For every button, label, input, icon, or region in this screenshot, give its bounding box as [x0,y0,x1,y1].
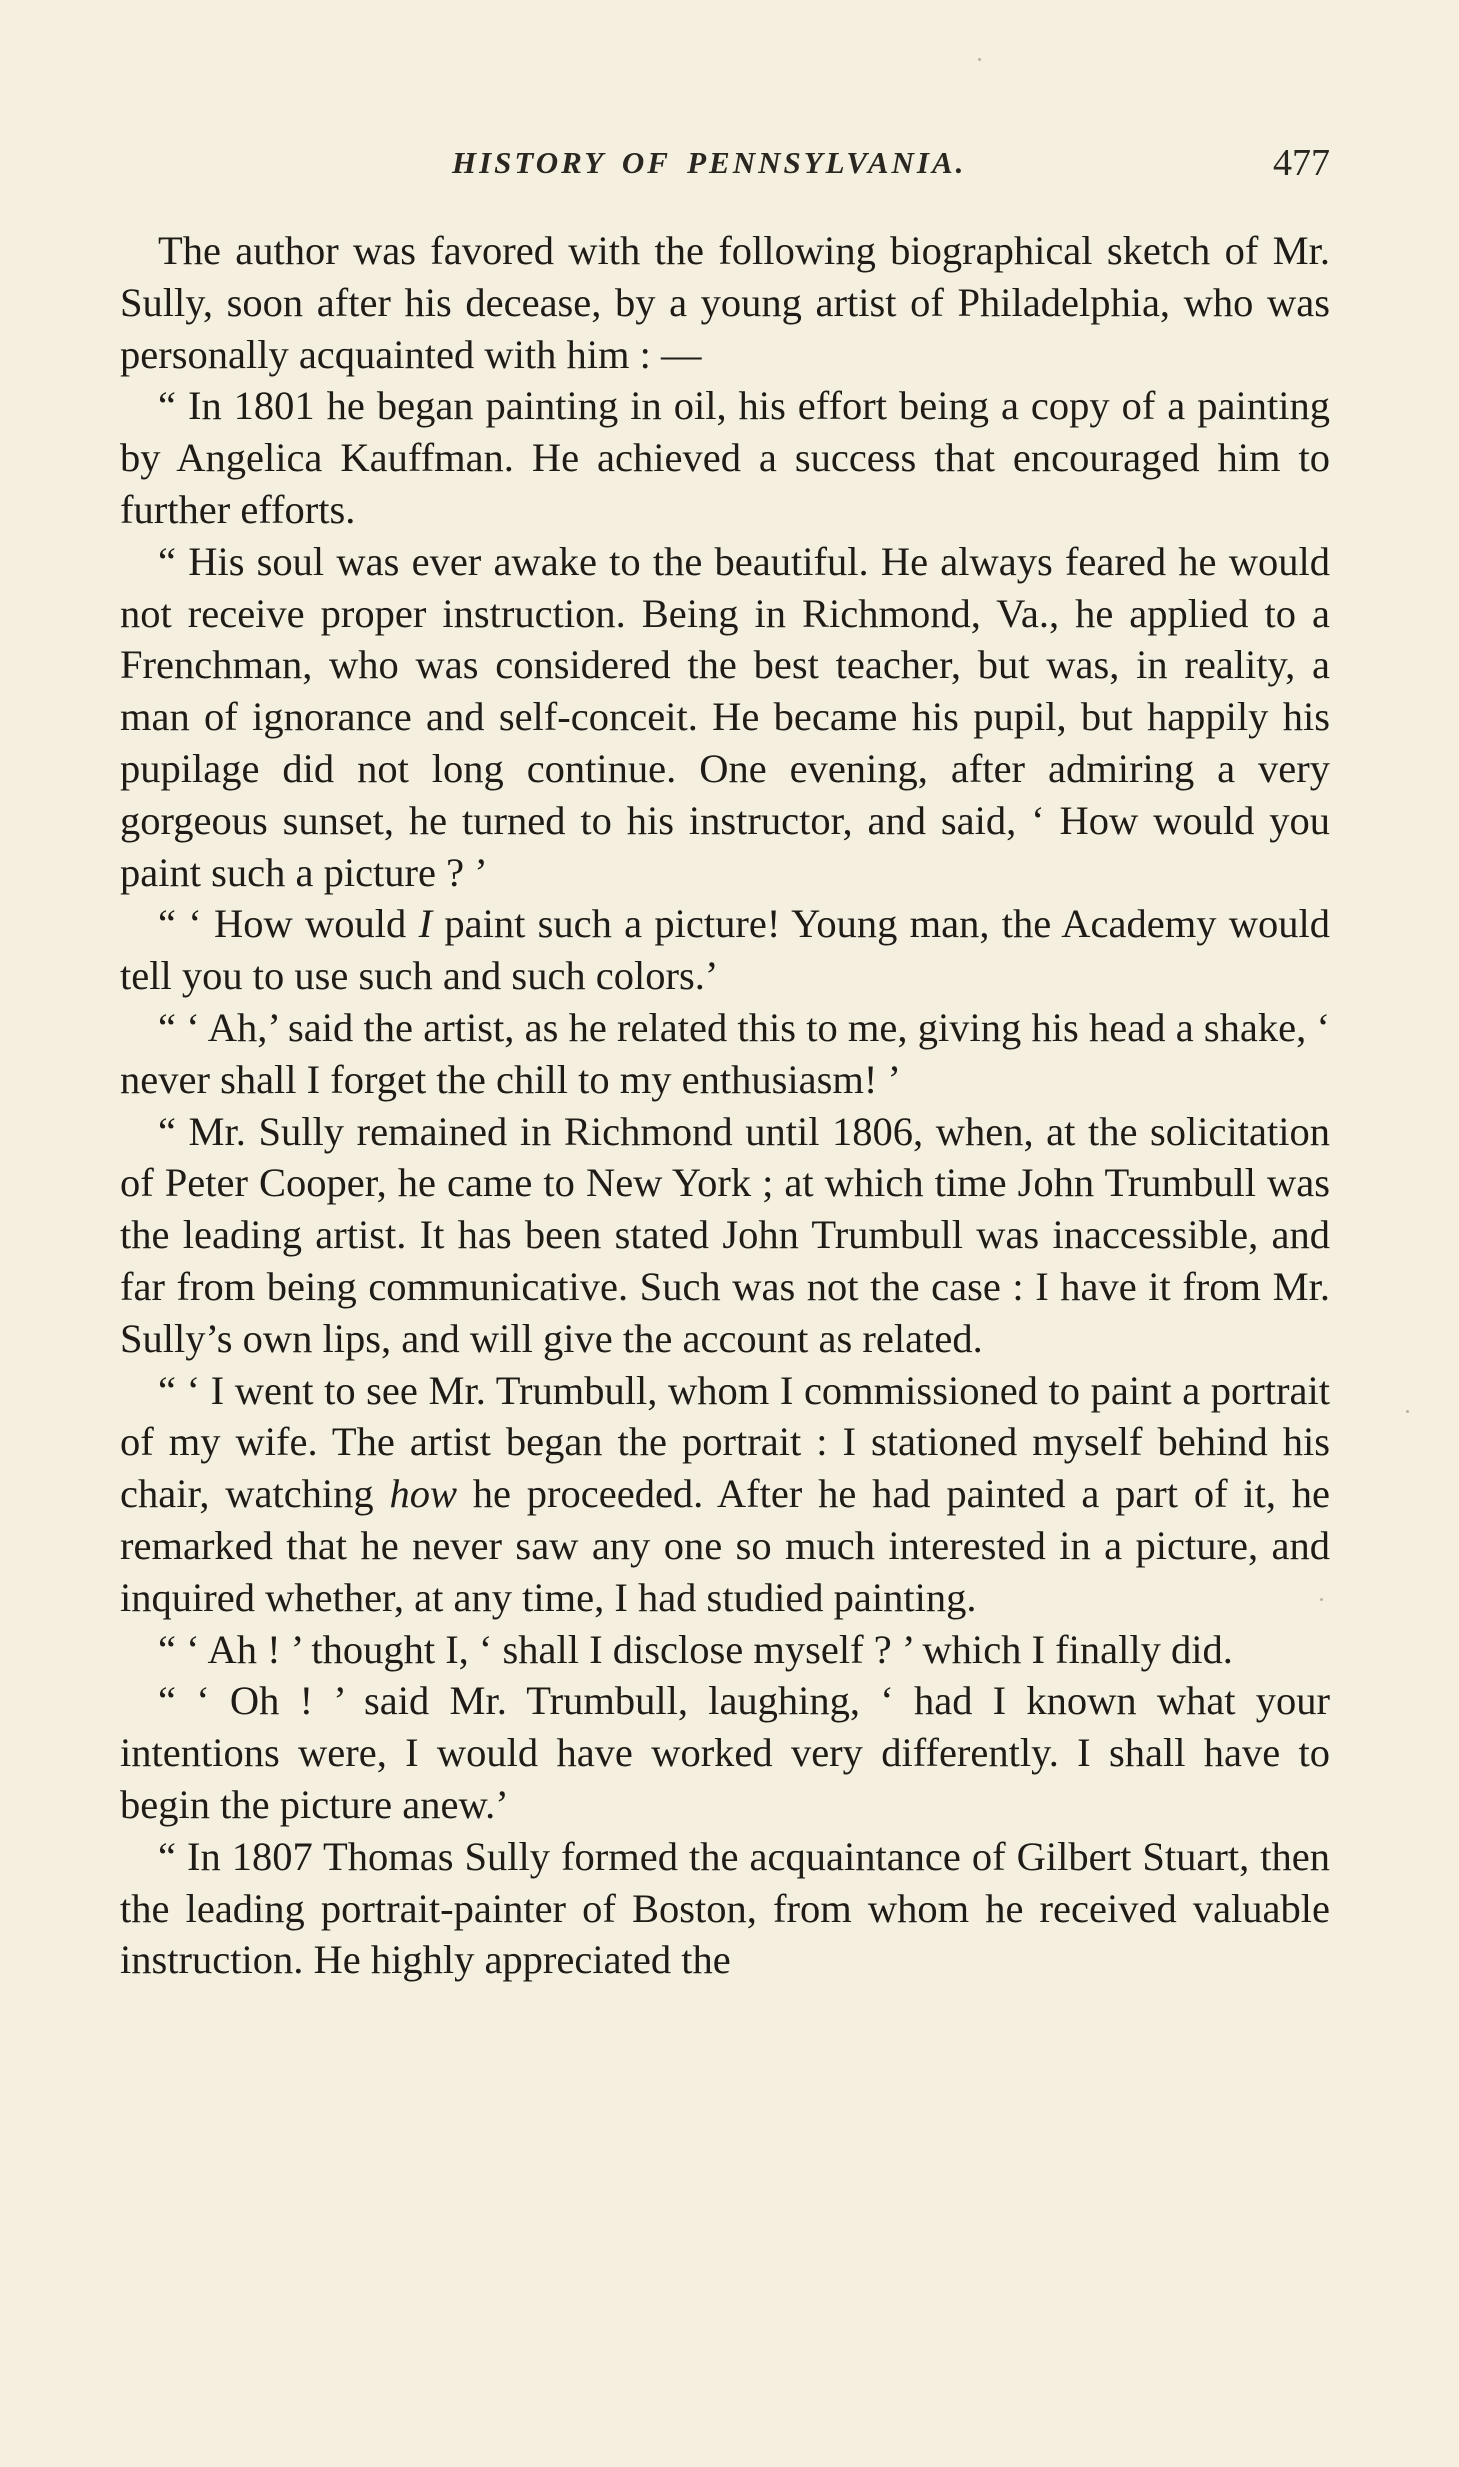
paragraph-text: paint such a picture! Young man, the Academy would tell you to use such and such colors.’ [120,901,1330,999]
paragraph-intro: The author was favored with the following biographical sketch of Mr. Sully, soon after his decease, by a young artist of Philadelphia, who was personally acquainted with him : — [120,228,1330,377]
paragraph-text: “ ‘ I went to see Mr. Trumbull, whom I commissioned to paint a portrait of my wife. The artist began the portrait : I stationed myself behind his chair, watching [120,1367,1330,1517]
paragraph-disclose: “ ‘ Ah ! ’ thought I, ‘ shall I disclose myself ? ’ which I finally did. [158,1626,1233,1672]
body-text [120,225,1330,1986]
page-number: 477 [1273,142,1330,184]
emphasis: I [418,901,433,947]
paragraph-how-would-i [120,898,1330,1002]
paper-fleck [978,58,981,61]
paper-fleck [1406,1410,1409,1413]
paper-fleck [1320,1598,1323,1601]
emphasis: how [389,1471,457,1517]
paragraph-trumbull [120,1365,1330,1624]
paragraph-text: “ ‘ How would [158,901,419,947]
paragraph-soul: “ His soul was ever awake to the beautiful. He always feared he would not receive proper instruction. Being in Richmond, Va., he applied to a Frenchman, who was considered the best teacher, but was, in reality, a man of ignorance and self-conceit. He became his pupil, but happily his pupilage did not long continue. One evening, after admiring a very gorgeous sunset, he turned to his instructor, and said, ‘ How would you paint such a picture ? ’ [120,538,1330,895]
paragraph-oh: “ ‘ Oh ! ’ said Mr. Trumbull, laughing, ‘ had I known what your intentions were, I would have worked very differently. I shall have to begin the picture anew.’ [120,1678,1330,1827]
paragraph-text: he proceeded. After he had painted a part of it, he remarked that he never saw any one so much interested in a picture, and inquired whether, at any time, I had studied painting. [120,1471,1330,1620]
paragraph-1807: “ In 1807 Thomas Sully formed the acquaintance of Gilbert Stuart, then the leading portrait-painter of Boston, from whom he received valuable instruction. He highly appreciated the [120,1833,1330,1983]
paragraph-1801: “ In 1801 he began painting in oil, his effort being a copy of a painting by Angelica Kauffman. He achieved a success that encouraged him to further efforts. [120,383,1330,532]
paragraph-richmond: “ Mr. Sully remained in Richmond until 1806, when, at the solicitation of Peter Cooper, he came to New York ; at which time John Trumbull was the leading artist. It has been stated John Trumbull was inaccessible, and far from being communicative. Such was not the case : I have it from Mr. Sully’s own lips, and will give the account as related. [120,1108,1330,1361]
page-header [120,142,1330,195]
running-head: HISTORY OF PENNSYLVANIA. [452,145,967,180]
paragraph-ah-said: “ ‘ Ah,’ said the artist, as he related this to me, giving his head a shake, ‘ never shall I forget the chill to my enthusiasm! ’ [120,1004,1330,1102]
